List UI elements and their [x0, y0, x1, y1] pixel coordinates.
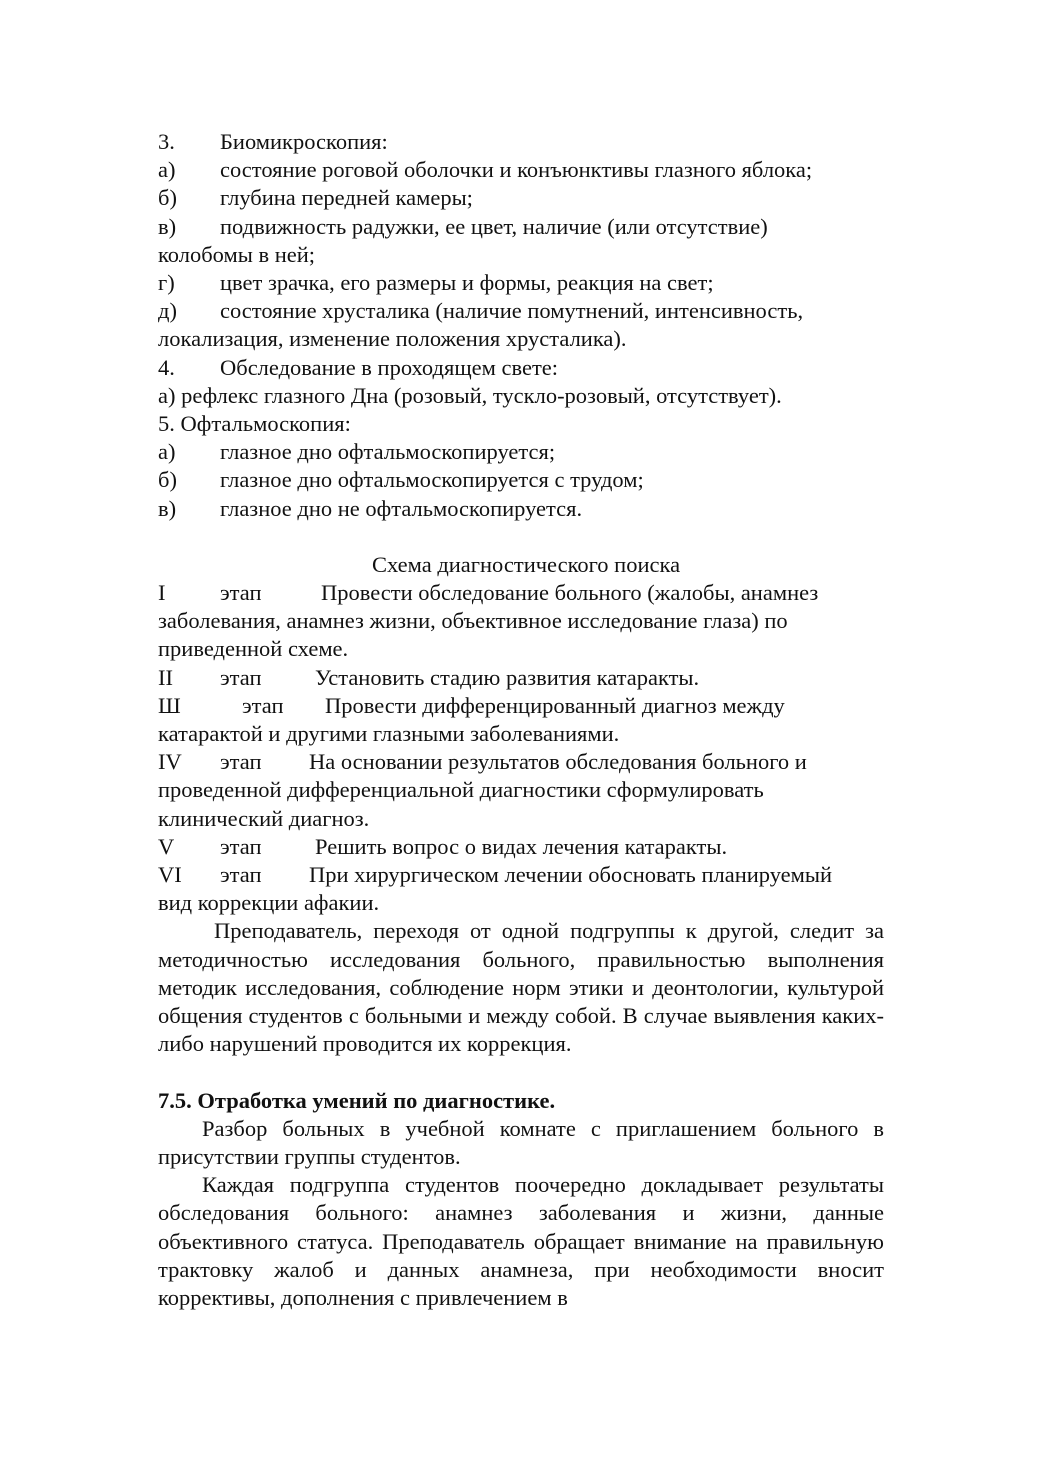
list-item	[158, 466, 884, 494]
transmitted-heading-number: 4.	[158, 354, 175, 380]
stage-row	[158, 748, 884, 776]
list-text: подвижность радужки, ее цвет, наличие (или отсутствие)	[220, 213, 768, 239]
list-marker: г)	[158, 270, 175, 296]
list-text-continuation: колобомы в ней;	[158, 241, 316, 267]
stage-number: Ш	[158, 692, 181, 718]
list-text: глазное дно не офтальмоскопируется.	[220, 495, 583, 521]
stage-text: Провести обследование больного (жалобы, анамнез	[321, 580, 819, 606]
ophthalmo-heading: 5. Офтальмоскопия:	[158, 411, 351, 437]
stage-number: VI	[158, 862, 182, 888]
document-page	[158, 128, 884, 1312]
stage-word: этап	[220, 664, 262, 690]
stage-text-continuation: заболевания, анамнез жизни, объективное исследование глаза) по	[158, 608, 788, 634]
stage-row	[158, 664, 884, 692]
list-marker: в)	[158, 213, 177, 239]
body-paragraph: Каждая подгруппа студентов поочередно докладывает результаты обследования больного: анамнез заболевания и жизни, данные объективного статуса. Преподаватель обращает внимание на правильную трактовку жалоб и данных анамнеза, при необходимости вносит коррективы, дополнения с привлечением в	[158, 1172, 884, 1310]
stage-word: этап	[242, 692, 284, 718]
list-item	[158, 495, 884, 523]
stage-word: этап	[220, 749, 262, 775]
list-text-continuation: локализация, изменение положения хрусталика).	[158, 326, 627, 352]
list-item	[158, 438, 884, 466]
stage-word: этап	[220, 580, 262, 606]
list-item	[158, 297, 884, 325]
list-item	[158, 269, 884, 297]
list-marker: а)	[158, 157, 176, 183]
list-text: глазное дно офтальмоскопируется;	[220, 439, 556, 465]
stage-text-continuation: клинический диагноз.	[158, 805, 370, 831]
transmitted-heading	[158, 354, 884, 382]
bio-heading	[158, 128, 884, 156]
list-text: цвет зрачка, его размеры и формы, реакция на свет;	[220, 270, 714, 296]
list-text: состояние роговой оболочки и конъюнктивы глазного яблока;	[220, 157, 813, 183]
stage-number: IV	[158, 749, 182, 775]
list-item	[158, 213, 884, 241]
teacher-paragraph: Преподаватель, переходя от одной подгруппы к другой, следит за методичностью исследования больного, правильностью выполнения методик исследования, соблюдение норм этики и деонтологии, культурой общения студентов с больными и между собой. В случае выявления каких-либо нарушений проводится их коррекция.	[158, 918, 884, 1057]
transmitted-heading-text: Обследование в проходящем свете:	[220, 354, 559, 380]
stage-number: II	[158, 664, 173, 690]
body-paragraph: Разбор больных в учебной комнате с приглашением больного в присутствии группы студентов.	[158, 1115, 884, 1169]
spacer	[158, 523, 884, 551]
list-item	[158, 156, 884, 184]
stage-text: Провести дифференцированный диагноз между	[325, 692, 785, 718]
bio-heading-text: Биомикроскопия:	[220, 129, 388, 154]
scheme-title: Схема диагностического поиска	[371, 551, 681, 577]
list-text: глубина передней камеры;	[220, 185, 473, 211]
stage-number: I	[158, 580, 166, 606]
stage-text-continuation: проведенной дифференциальной диагностики сформулировать	[158, 777, 764, 803]
stage-word: этап	[220, 862, 262, 888]
stage-row	[158, 692, 884, 720]
list-text: состояние хрусталика (наличие помутнений, интенсивность,	[220, 298, 804, 324]
list-marker: а)	[158, 439, 176, 465]
stage-word: этап	[220, 833, 262, 859]
stage-row	[158, 579, 884, 607]
transmitted-item: а) рефлекс глазного Дна (розовый, тускло-розовый, отсутствует).	[158, 382, 782, 408]
stage-text: Установить стадию развития катаракты.	[315, 664, 700, 690]
list-marker: д)	[158, 298, 177, 324]
stage-text: Решить вопрос о видах лечения катаракты.	[315, 833, 728, 859]
stage-row	[158, 861, 884, 889]
list-marker: в)	[158, 495, 177, 521]
section-heading: 7.5. Отработка умений по диагностике.	[158, 1087, 556, 1113]
stage-text: На основании результатов обследования больного и	[309, 749, 807, 775]
stage-number: V	[158, 833, 175, 859]
stage-text-continuation: приведенной схеме.	[158, 636, 349, 662]
list-text: глазное дно офтальмоскопируется с трудом;	[220, 467, 644, 493]
list-marker: б)	[158, 185, 177, 211]
stage-row	[158, 833, 884, 861]
list-marker: б)	[158, 467, 177, 493]
stage-text-continuation: катарактой и другими глазными заболеваниями.	[158, 721, 620, 747]
bio-heading-number: 3.	[158, 129, 175, 154]
spacer	[158, 1059, 884, 1087]
stage-text: При хирургическом лечении обосновать планируемый	[309, 862, 833, 888]
list-item	[158, 184, 884, 212]
stage-text-continuation: вид коррекции афакии.	[158, 890, 380, 916]
